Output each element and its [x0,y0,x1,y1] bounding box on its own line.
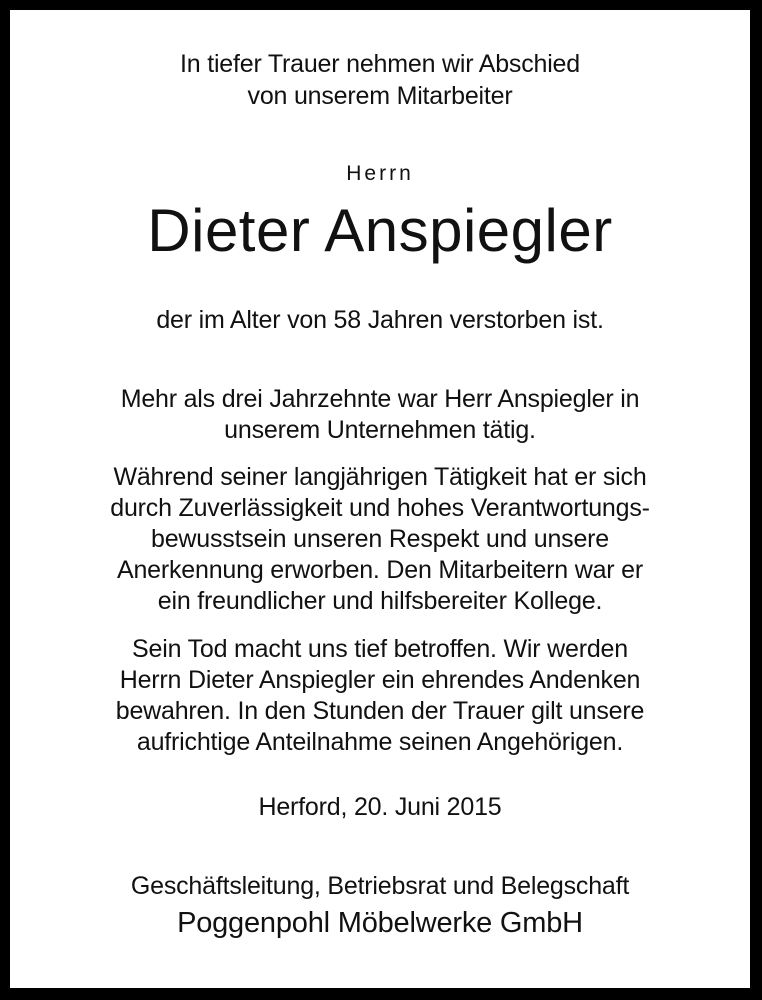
paragraph-3-line-1: Sein Tod macht uns tief betroffen. Wir werden [132,635,628,663]
paragraph-2-line-4: Anerkennung erworben. Den Mitarbeitern war er [117,556,643,584]
salutation: Herrn [346,162,414,185]
paragraph-2-line-1: Während seiner langjährigen Tätigkeit hat er sich [113,463,647,491]
paragraph-3-line-2: Herrn Dieter Anspiegler ein ehrendes Andenken [119,666,641,694]
deceased-name: Dieter Anspiegler [147,197,613,264]
place-date: Herford, 20. Juni 2015 [258,793,502,821]
signatories: Geschäftsleitung, Betriebsrat und Belegschaft [130,872,630,900]
obituary-notice [10,10,750,988]
paragraph-2-line-2: durch Zuverlässigkeit und hohes Verantwortungs- [110,494,650,522]
company-name: Poggenpohl Möbelwerke GmbH [177,907,583,939]
paragraph-1-line-2: unserem Unternehmen tätig. [224,416,536,444]
age-line: der im Alter von 58 Jahren verstorben ist. [156,306,604,334]
paragraph-2-line-5: ein freundlicher und hilfsbereiter Kollege. [157,587,603,615]
intro-line-1: In tiefer Trauer nehmen wir Abschied [180,50,580,78]
intro-line-2: von unserem Mitarbeiter [247,82,513,110]
paragraph-2-line-3: bewusstsein unseren Respekt und unsere [151,525,609,553]
paragraph-3-line-4: aufrichtige Anteilnahme seinen Angehörigen. [136,728,624,756]
paragraph-1-line-1: Mehr als drei Jahrzehnte war Herr Anspiegler in [120,385,640,413]
paragraph-3-line-3: bewahren. In den Stunden der Trauer gilt unsere [115,697,645,725]
